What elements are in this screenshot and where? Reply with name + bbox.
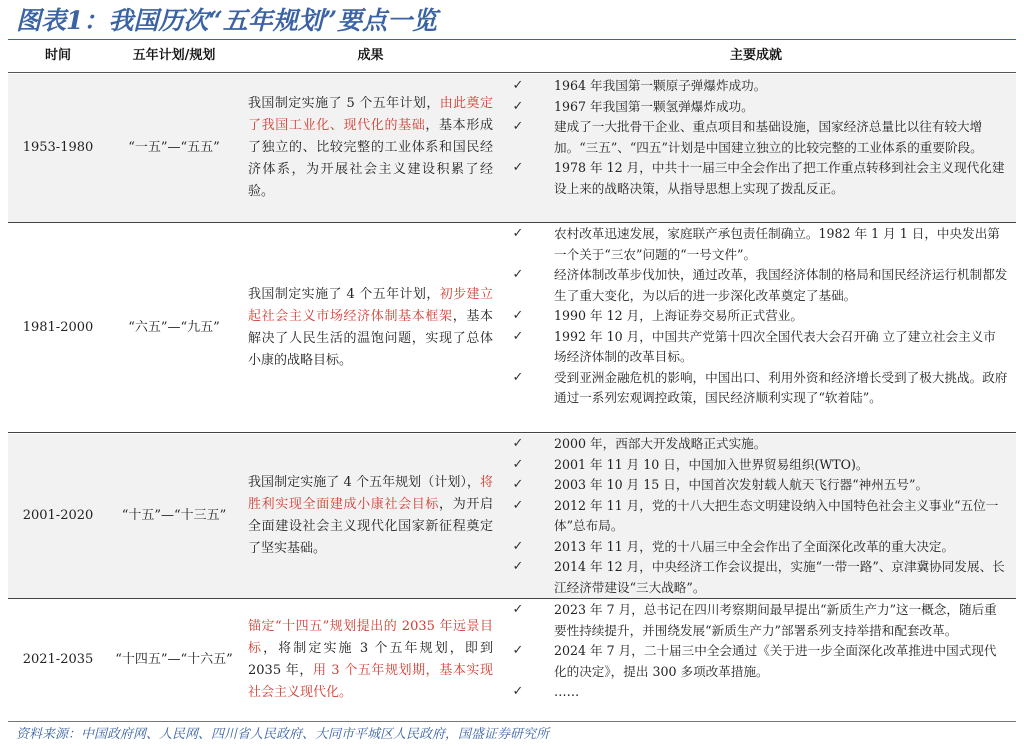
check-icon: ✓ [512,308,524,323]
item-text: 2014 年 12 月，中央经济工作会议提出，实施“一带一路”、京津冀协同发展、长江经济带建设“三大战略”。 [554,559,1005,595]
check-icon: ✓ [512,643,524,658]
item-text: 建成了一大批骨干企业、重点项目和基础设施，国家经济总量比以往有较大增加。“三五”、“四五”计划是中国建立独立的比较完整的工业体系的重要阶段。 [554,119,983,155]
item-text: 2000 年，西部大开发战略正式实施。 [554,436,767,451]
list-item [496,97,1016,118]
item-text: 2003 年 10 月 15 日，中国首次发射载人航天飞行器“神州五号”。 [554,477,929,492]
list-item [496,455,1016,476]
bottom-rule [8,721,1016,722]
check-icon: ✓ [512,267,524,282]
list-item [496,368,1016,409]
header-achievements: 主要成就 [729,48,782,63]
plan-cell: “十四五”—“十六五” [115,652,233,667]
plan-cell: “十五”—“十三五” [121,508,227,523]
result-highlight: 初步建立起社会主义市场经济体制基本框架 [248,287,493,324]
list-item [496,682,1016,703]
list-item [496,327,1016,368]
result-text: ，基本解决了人民生活的温饱问题，实现了总体小康的战略目标。 [248,309,493,368]
plan-cell: “六五”—“九五” [128,320,220,335]
period-cell: 2021-2035 [22,652,94,667]
check-icon: ✓ [512,369,524,385]
header-time: 时间 [44,48,71,63]
achievement-list [496,76,1016,199]
item-text: 1964 年我国第一颗原子弹爆炸成功。 [554,78,767,93]
achievement-list [496,600,1016,703]
list-item [496,641,1016,682]
result-text: 我国制定实施了 4 个五年规划（计划）， [248,475,480,490]
result-cell [248,434,493,598]
result-highlight: 用 3 个五年规划期，基本实现社会主义现代化。 [248,663,493,700]
check-icon: ✓ [512,477,524,492]
item-text: 2023 年 7 月，总书记在四川考察期间最早提出“新质生产力”这一概念，随后重要性持续提升，并围绕发展“新质生产力”部署系列支持举措和配套改革。 [554,602,997,638]
check-icon: ✓ [512,684,524,699]
result-text: 我国制定实施了 4 个五年计划， [248,287,440,302]
item-text: 2013 年 11 月，党的十八届三中全会作出了全面深化改革的重大决定。 [554,538,955,554]
result-highlight: 将胜利实现全面建成小康社会目标 [248,475,493,512]
table-row [8,434,1016,599]
item-text: 1967 年我国第一颗氢弹爆炸成功。 [554,98,754,114]
list-item [496,496,1016,537]
result-text: ，将制定实施 3 个五年规划，即到 2035 年， [248,641,493,678]
result-cell [248,224,493,432]
check-icon: ✓ [512,538,524,554]
table-row [8,74,1016,223]
period-cell: 1981-2000 [22,320,94,335]
result-text: ，基本形成了独立的、比较完整的工业体系和国民经济体系，为开展社会主义建设积累了经验。 [248,118,493,199]
check-icon: ✓ [512,559,524,574]
result-highlight: 由此奠定了我国工业化、现代化的基础 [248,96,493,133]
table-header [8,40,1016,73]
list-item [496,117,1016,158]
list-item [496,158,1016,199]
check-icon: ✓ [512,456,524,472]
list-item [496,306,1016,327]
item-text: 2024 年 7 月，二十届三中全会通过《关于进一步全面深化改革推进中国式现代化的决定》，提出 300 多项改革措施。 [554,643,997,679]
list-item [496,537,1016,558]
item-text: 经济体制改革步伐加快，通过改革，我国经济体制的格局和国民经济运行机制都发生了重大变化，为以后的进一步深化改革奠定了基础。 [554,267,1008,303]
check-icon: ✓ [512,226,524,241]
item-text: 2012 年 11 月，党的十八大把生态文明建设纳入中国特色社会主义事业“五位一体”总布局。 [554,497,999,533]
achievement-list [496,224,1016,409]
achievement-list [496,434,1016,598]
list-item [496,434,1016,455]
table-row [8,224,1016,433]
period-cell: 2001-2020 [22,508,94,523]
result-text: 我国制定实施了 5 个五年计划， [248,96,440,111]
source-note: 资料来源：中国政府网、人民网、四川省人民政府、大同市平城区人民政府，国盛证券研究所 [16,727,550,742]
item-text: 受到亚洲金融危机的影响，中国出口、利用外资和经济增长受到了极大挑战。政府通过一系列宏观调控政策，国民经济顺利实现了“软着陆”。 [554,369,1008,405]
table-row [8,600,1016,720]
check-icon: ✓ [512,602,524,617]
check-icon: ✓ [512,78,524,93]
list-item [496,475,1016,496]
item-text: 1992 年 10 月，中国共产党第十四次全国代表大会召开确 立了建立社会主义市场经济体制的改革目标。 [554,328,996,364]
check-icon: ✓ [512,328,524,344]
figure-title: 图表1：我国历次“五年规划”要点一览 [16,6,438,35]
check-icon: ✓ [512,98,524,114]
result-highlight: 锚定“十四五”规划提出的 2035 年远景目标 [248,619,493,656]
item-text: …… [554,684,580,699]
result-cell [248,600,493,720]
list-item [496,557,1016,598]
item-text: 1978 年 12 月，中共十一届三中全会作出了把工作重点转移到社会主义现代化建设上来的战略决策，从指导思想上实现了拨乱反正。 [554,160,1005,196]
period-cell: 1953-1980 [22,140,94,155]
list-item [496,224,1016,265]
header-plan: 五年计划/规划 [132,48,216,63]
header-result: 成果 [357,48,384,63]
check-icon: ✓ [512,436,524,451]
result-text: ，为开启全面建设社会主义现代化国家新征程奠定了坚实基础。 [248,497,493,556]
list-item [496,76,1016,97]
item-text: 2001 年 11 月 10 日，中国加入世界贸易组织(WTO)。 [554,456,869,472]
list-item [496,265,1016,306]
item-text: 1990 年 12 月，上海证券交易所正式营业。 [554,308,803,323]
check-icon: ✓ [512,160,524,175]
check-icon: ✓ [512,497,524,513]
check-icon: ✓ [512,119,524,134]
result-cell [248,74,493,222]
item-text: 农村改革迅速发展，家庭联产承包责任制确立。1982 年 1 月 1 日，中央发出第一个关于“三农”问题的“一号文件”。 [554,226,1000,262]
plan-cell: “一五”—“五五” [128,140,220,155]
list-item [496,600,1016,641]
